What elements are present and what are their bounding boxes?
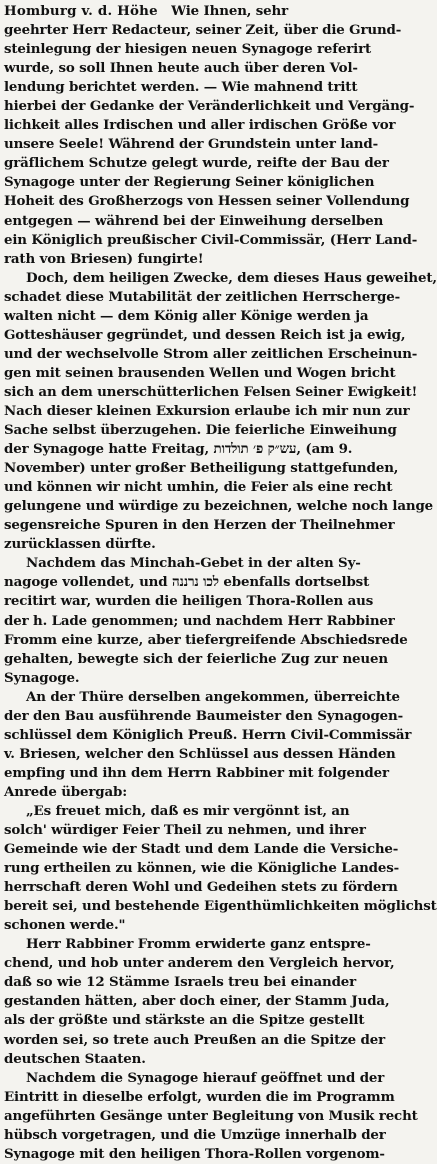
text-line: angeführten Gesänge unter Begleitung von Musik recht	[4, 1107, 418, 1124]
text-line: chend, und hob unter anderem den Vergleich hervor,	[4, 955, 395, 972]
text-line: der Synagoge hatte Freitag, עש״ק פ׳ תולדות, (am 9.	[4, 441, 353, 458]
text-line: worden sei, so trete auch Preußen an die Spitze der	[4, 1031, 386, 1048]
text-line: „Es freuet mich, daß es mir vergönnt ist, an	[26, 802, 350, 819]
text-line: zurücklassen dürfte.	[4, 536, 156, 553]
text-line: walten nicht — dem König aller Könige werden ja	[4, 307, 369, 324]
text-line: Anrede übergab:	[4, 783, 128, 800]
text-line: und können wir nicht umhin, die Feier als eine recht	[4, 479, 393, 496]
text-line: Sache selbst überzugehen. Die feierliche Einweihung	[4, 422, 397, 439]
text-line: v. Briesen, welcher den Schlüssel aus dessen Händen	[4, 745, 396, 762]
text-line: November) unter großer Betheiligung stattgefunden,	[4, 460, 399, 477]
text-line: schadet diese Mutabilität der zeitlichen Herrscherge-	[4, 288, 401, 305]
text-line: der h. Lade genommen; und nachdem Herr Rabbiner	[4, 612, 395, 629]
text-line: Doch, dem heiligen Zwecke, dem dieses Haus geweihet,	[26, 269, 437, 286]
text-line: recitirt war, wurden die heiligen Thora-Rollen aus	[4, 593, 374, 610]
text-line: steinlegung der hiesigen neuen Synagoge referirt	[4, 41, 372, 58]
text-line: sich an dem unerschütterlichen Felsen Seiner Ewigkeit!	[4, 383, 418, 400]
text-line: deutschen Staaten.	[4, 1050, 146, 1067]
text-line: wurde, so soll Ihnen heute auch über deren Vol-	[4, 60, 358, 77]
text-line: empfing und ihn dem Herrn Rabbiner mit folgender	[4, 764, 389, 781]
text-line: schonen werde."	[4, 917, 126, 934]
text-line: ein Königlich preußischer Civil-Commissär, (Herr Land-	[4, 231, 418, 248]
text-line: Wie Ihnen, sehr	[171, 3, 289, 19]
text-line: herrschaft deren Wohl und Gedeihen stets zu fördern	[4, 879, 398, 896]
text-line: als der größte und stärkste an die Spitze gestellt	[4, 1012, 365, 1029]
text-line: der den Bau ausführende Baumeister den Synagogen-	[4, 707, 404, 724]
text-line: unsere Seele! Während der Grundstein unter land-	[4, 136, 379, 153]
text-line: entgegen — während bei der Einweihung derselben	[4, 212, 384, 229]
text-line: Nach dieser kleinen Exkursion erlaube ich mir nun zur	[4, 402, 410, 419]
article-place-heading: Homburg v. d. Höhe	[4, 3, 158, 19]
text-line: hübsch vorgetragen, und die Umzüge innerhalb der	[4, 1126, 386, 1143]
text-line: geehrter Herr Redacteur, seiner Zeit, über die Grund-	[4, 22, 402, 39]
text-line: schlüssel dem Königlich Preuß. Herrn Civil-Commissär	[4, 726, 412, 743]
article-first-line	[4, 2, 396, 21]
text-line: gräflichem Schutze gelegt wurde, reifte der Bau der	[4, 155, 389, 172]
text-line: gestanden hätten, aber doch einer, der Stamm Juda,	[4, 993, 390, 1010]
article-body	[4, 2, 437, 1164]
text-line: hierbei der Gedanke der Veränderlichkeit und Vergäng-	[4, 98, 415, 115]
text-line: gehalten, bewegte sich der feierliche Zug zur neuen	[4, 650, 388, 667]
text-line: daß so wie 12 Stämme Israels treu bei einander	[4, 974, 357, 991]
text-line: Fromm eine kurze, aber tiefergreifende Abschiedsrede	[4, 631, 408, 648]
text-line: Nachdem das Minchah-Gebet in der alten Sy-	[26, 555, 361, 572]
text-line: Nachdem die Synagoge hierauf geöffnet und der	[26, 1069, 385, 1086]
text-line: lendung berichtet werden. — Wie mahnend tritt	[4, 79, 358, 96]
text-line: An der Thüre derselben angekommen, überreichte	[26, 688, 400, 705]
text-line: rung ertheilen zu können, wie die Königliche Landes-	[4, 860, 400, 877]
text-line: Herr Rabbiner Fromm erwiderte ganz entspre-	[26, 936, 371, 953]
text-line: Eintritt in dieselbe erfolgt, wurden die im Programm	[4, 1088, 395, 1105]
text-line: segensreiche Spuren in den Herzen der Theilnehmer	[4, 517, 395, 534]
text-line: solch' würdiger Feier Theil zu nehmen, und ihrer	[4, 822, 366, 839]
text-line: lichkeit alles Irdischen und aller irdischen Größe vor	[4, 117, 396, 134]
text-line: Synagoge.	[4, 669, 80, 686]
text-line: bereit sei, und bestehende Eigenthümlichkeiten möglichst	[4, 898, 437, 915]
text-line: Synagoge mit den heiligen Thora-Rollen vorgenom-	[4, 1145, 385, 1162]
text-line: gelungene und würdige zu bezeichnen, welche noch lange	[4, 498, 434, 515]
text-line: Gotteshäuser gegründet, und dessen Reich ist ja ewig,	[4, 326, 406, 343]
text-line: Hoheit des Großherzogs von Hessen seiner Vollendung	[4, 193, 410, 210]
text-line: und der wechselvolle Strom aller zeitlichen Erscheinun-	[4, 345, 418, 362]
text-line: Synagoge unter der Regierung Seiner königlichen	[4, 174, 375, 191]
text-line: nagoge vollendet, und לכו נרננה ebenfalls dortselbst	[4, 574, 370, 591]
text-line: Gemeinde wie der Stadt und dem Lande die Versiche-	[4, 841, 399, 858]
text-line: rath von Briesen) fungirte!	[4, 250, 204, 267]
text-line: gen mit seinen brausenden Wellen und Wogen bricht	[4, 364, 396, 381]
